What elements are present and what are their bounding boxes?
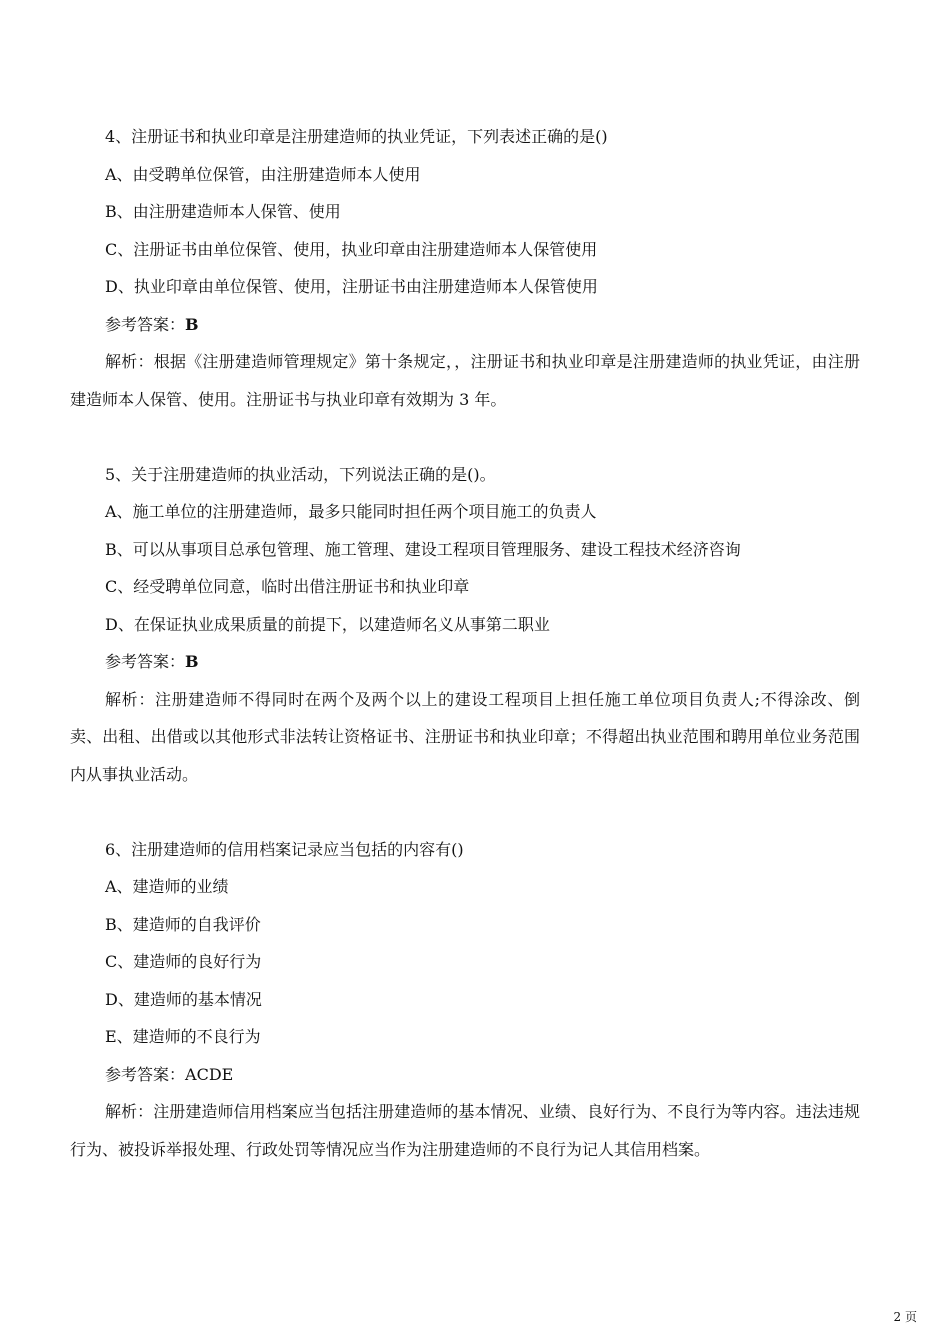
- option-d: D、建造师的基本情况: [105, 989, 262, 1009]
- option-b: B、建造师的自我评价: [105, 914, 261, 934]
- option-c: C、注册证书由单位保管、使用，执业印章由注册建造师本人保管使用: [105, 239, 598, 259]
- question-stem: 6、注册建造师的信用档案记录应当包括的内容有(): [105, 839, 464, 859]
- page-number: 2 页: [893, 1310, 917, 1324]
- analysis-text: 解析：注册建造师不得同时在两个及两个以上的建设工程项目上担任施工单位项目负责人;不得涂改、倒卖、出租、出借或以其他形式非法转让资格证书、注册证书和执业印章；不得超出执业范围和聘用单位业务范围内从事执业活动。: [70, 689, 860, 784]
- answer-line: [70, 306, 860, 344]
- analysis-text: 解析：注册建造师信用档案应当包括注册建造师的基本情况、业绩、良好行为、不良行为等内容。违法违规行为、被投诉举报处理、行政处罚等情况应当作为注册建造师的不良行为记人其信用档案。: [70, 1102, 860, 1159]
- option-b: B、由注册建造师本人保管、使用: [105, 202, 341, 221]
- answer-value: B: [185, 314, 199, 334]
- option-d: D、在保证执业成果质量的前提下，以建造师名义从事第二职业: [105, 614, 550, 634]
- option-d: D、执业印章由单位保管、使用，注册证书由注册建造师本人保管使用: [105, 277, 598, 296]
- answer-line: [70, 643, 860, 681]
- option-e: E、建造师的不良行为: [105, 1027, 261, 1046]
- spacer: [70, 418, 860, 456]
- option-c: C、建造师的良好行为: [105, 952, 262, 971]
- answer-label: 参考答案：: [105, 652, 186, 671]
- answer-label: 参考答案：: [105, 1064, 186, 1084]
- answer-value: ACDE: [185, 1064, 234, 1084]
- question-stem: 4、注册证书和执业印章是注册建造师的执业凭证，下列表述正确的是(): [105, 127, 608, 146]
- answer-line: [70, 1056, 860, 1094]
- question-stem: 5、关于注册建造师的执业活动，下列说法正确的是()。: [105, 464, 496, 484]
- question-block-6: [70, 831, 860, 1169]
- option-a: A、由受聘单位保管，由注册建造师本人使用: [105, 164, 421, 184]
- question-block-5: [70, 456, 860, 794]
- spacer: [70, 793, 860, 831]
- question-block-4: [70, 118, 860, 418]
- option-a: A、建造师的业绩: [105, 877, 229, 896]
- answer-label: 参考答案：: [105, 314, 186, 334]
- option-c: C、经受聘单位同意，临时出借注册证书和执业印章: [105, 577, 470, 596]
- option-b: B、可以从事项目总承包管理、施工管理、建设工程项目管理服务、建设工程技术经济咨询: [105, 539, 741, 559]
- option-a: A、施工单位的注册建造师，最多只能同时担任两个项目施工的负责人: [105, 502, 597, 521]
- document-body: [70, 118, 860, 1168]
- answer-value: B: [185, 652, 199, 671]
- analysis-text: 解析：根据《注册建造师管理规定》第十条规定，，注册证书和执业印章是注册建造师的执业凭证，由注册建造师本人保管、使用。注册证书与执业印章有效期为 3 年。: [70, 352, 860, 409]
